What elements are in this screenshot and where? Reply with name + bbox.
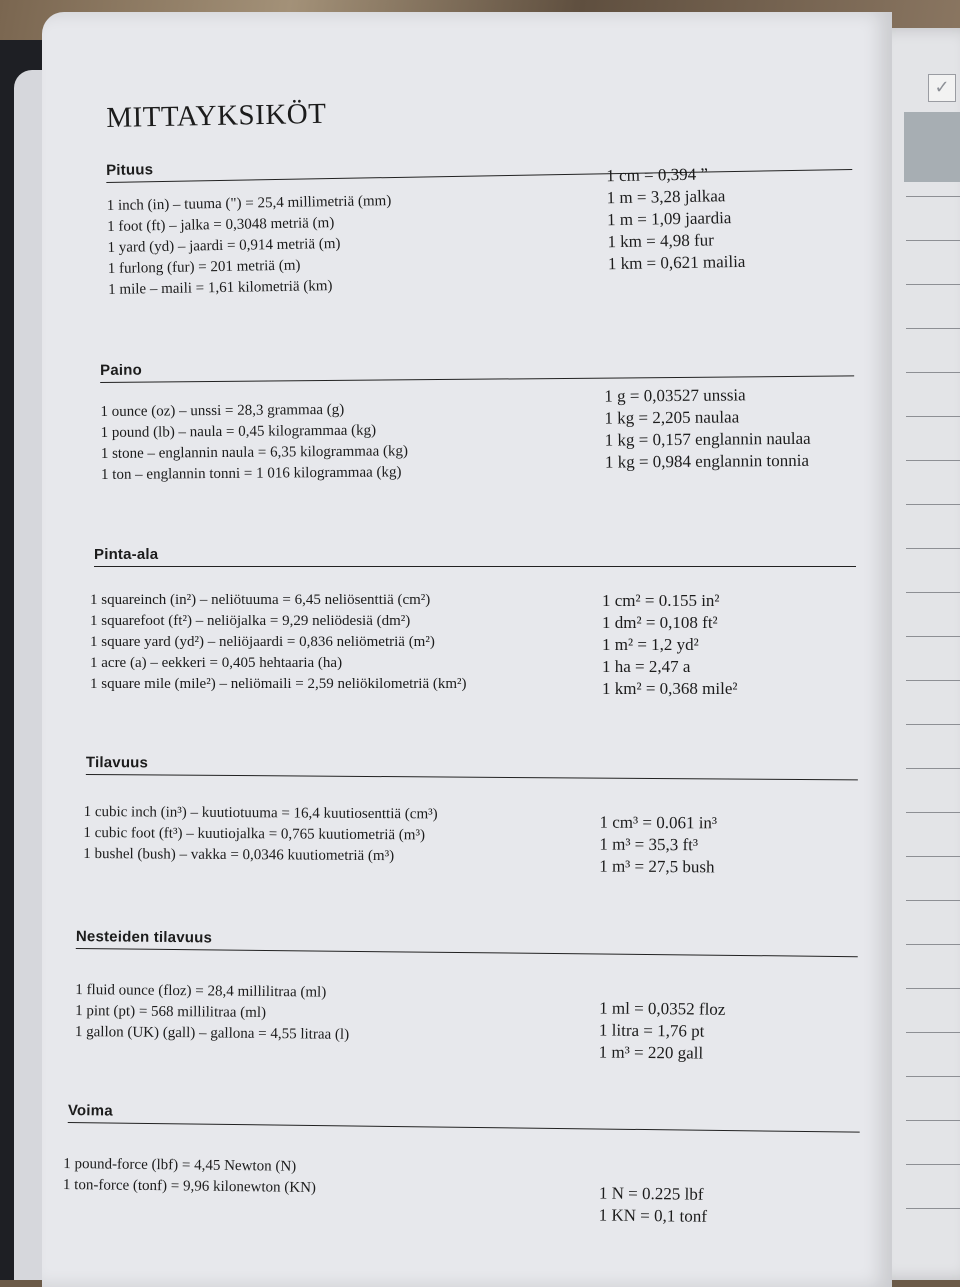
conversion-item: 1 km = 0,621 mailia (607, 251, 746, 274)
metric-list (604, 384, 811, 474)
metric-list (599, 812, 717, 879)
section-heading: Paino (100, 361, 142, 379)
conversion-item: 1 yard (yd) – jaardi = 0,914 metriä (m) (107, 235, 341, 256)
conversion-item: 1 stone – englannin naula = 6,35 kilogrammaa (kg) (100, 443, 409, 462)
conversion-item: 1 pound-force (lbf) = 4,45 Newton (N) (63, 1155, 297, 1175)
check-icon: ✓ (928, 74, 956, 102)
conversion-item: 1 furlong (fur) = 201 metriä (m) (107, 257, 301, 277)
conversion-item: 1 acre (a) – eekkeri = 0,405 hehtaaria (ha) (90, 655, 343, 671)
conversion-item: 1 pint (pt) = 568 millilitraa (ml) (75, 1002, 267, 1021)
imperial-list (100, 399, 408, 486)
conversion-item: 1 fluid ounce (floz) = 28,4 millilitraa (ml) (75, 981, 327, 1001)
conversion-item: 1 m³ = 220 gall (598, 1042, 704, 1063)
conversion-item: 1 cubic foot (ft³) – kuutiojalka = 0,765 kuutiometriä (m³) (83, 824, 426, 844)
ruled-line (906, 196, 960, 197)
section-heading: Pituus (106, 161, 154, 179)
conversion-item: 1 m³ = 35,3 ft³ (599, 834, 699, 855)
ruled-line (906, 1208, 960, 1209)
conversion-item: 1 cubic inch (in³) – kuutiotuuma = 16,4 kuutiosenttiä (cm³) (83, 803, 438, 823)
conversion-item: 1 bushel (bush) – vakka = 0,0346 kuutiometriä (m³) (83, 845, 395, 865)
conversion-item: 1 m = 1,09 jaardia (606, 208, 732, 230)
conversion-item: 1 square mile (mile²) – neliömaili = 2,59 neliökilometriä (km²) (90, 676, 467, 692)
ruled-line (906, 1076, 960, 1077)
ruled-line (906, 240, 960, 241)
section-nesteiden-tilavuus (74, 928, 726, 1063)
conversion-item: 1 cm = 0,394 ” (606, 164, 709, 186)
ruled-line (906, 548, 960, 549)
ruled-line (906, 988, 960, 989)
section-heading: Nesteiden tilavuus (75, 928, 213, 947)
conversion-item: 1 mile – maili = 1,61 kilometriä (km) (108, 278, 333, 298)
ruled-line (906, 944, 960, 945)
ruled-line (906, 724, 960, 725)
conversion-item: 1 squarefoot (ft²) – neliöjalka = 9,29 neliödesiä (dm²) (90, 613, 411, 629)
section-heading: Pinta-ala (94, 546, 159, 563)
ruled-line (906, 592, 960, 593)
section-heading: Tilavuus (85, 754, 149, 772)
imperial-list (90, 590, 467, 695)
imperial-list (83, 802, 437, 867)
conversion-item: 1 ml = 0,0352 floz (599, 998, 726, 1019)
metric-list (599, 997, 726, 1064)
conversion-item: 1 m = 3,28 jalkaa (606, 186, 726, 208)
conversion-item: 1 ton – englannin tonni = 1 016 kilogrammaa (kg) (100, 464, 402, 483)
metric-list (606, 163, 745, 275)
section-tilavuus (83, 754, 718, 877)
imperial-list (75, 980, 350, 1046)
ruled-line (906, 812, 960, 813)
gray-block (904, 112, 960, 182)
metric-list (599, 1182, 708, 1227)
ruled-line (906, 636, 960, 637)
ruled-line (906, 1120, 960, 1121)
ruled-line (906, 900, 960, 901)
conversion-item: 1 km² = 0,368 mile² (602, 679, 738, 698)
conversion-item: 1 dm² = 0,108 ft² (602, 613, 718, 632)
page-title: MITTAYKSIKÖT (106, 97, 327, 134)
conversion-item: 1 kg = 2,205 naulaa (604, 407, 740, 428)
conversion-item: 1 ounce (oz) – unssi = 28,3 grammaa (g) (100, 401, 345, 420)
imperial-list (63, 1154, 316, 1199)
conversion-item: 1 pound (lb) – naula = 0,45 kilogrammaa (kg) (100, 422, 377, 441)
ruled-line (906, 504, 960, 505)
section-pituus (106, 161, 746, 298)
ruled-line (906, 372, 960, 373)
imperial-list (107, 191, 393, 301)
ruled-line (906, 328, 960, 329)
ruled-line (906, 1164, 960, 1165)
ruled-line (906, 768, 960, 769)
conversion-item: 1 km = 4,98 fur (607, 230, 715, 252)
section-divider (94, 566, 856, 567)
metric-list (602, 590, 737, 700)
ruled-line (906, 416, 960, 417)
conversion-item: 1 cm² = 0.155 in² (602, 591, 720, 610)
conversion-item: 1 square yard (yd²) – neliöjaardi = 0,836 neliömetriä (m²) (90, 634, 435, 650)
section-pinta-ala (90, 546, 738, 698)
conversion-item: 1 g = 0,03527 unssia (604, 385, 746, 406)
ruled-line (906, 284, 960, 285)
ruled-line (906, 680, 960, 681)
conversion-item: 1 ton-force (tonf) = 9,96 kilonewton (KN) (62, 1176, 317, 1197)
conversion-item: 1 m³ = 27,5 bush (599, 856, 715, 877)
conversion-item: 1 m² = 1,2 yd² (602, 635, 699, 654)
conversion-item: 1 cm³ = 0.061 in³ (599, 812, 718, 833)
section-heading: Voima (67, 1102, 113, 1120)
ruled-line (906, 1032, 960, 1033)
conversion-item: 1 ha = 2,47 a (602, 657, 691, 676)
ruled-line (906, 460, 960, 461)
conversion-item: 1 KN = 0,1 tonf (598, 1205, 708, 1226)
conversion-item: 1 kg = 0,984 englannin tonnia (604, 450, 810, 472)
conversion-item: 1 kg = 0,157 englannin naulaa (604, 428, 811, 450)
section-voima (62, 1102, 708, 1226)
conversion-item: 1 N = 0.225 lbf (598, 1183, 704, 1204)
section-paino (100, 361, 811, 483)
conversion-item: 1 gallon (UK) (gall) – gallona = 4,55 litraa (l) (74, 1023, 350, 1043)
ruled-line (906, 856, 960, 857)
conversion-item: 1 squareinch (in²) – neliötuuma = 6,45 neliösenttiä (cm²) (90, 592, 431, 608)
conversion-item: 1 litra = 1,76 pt (598, 1020, 705, 1041)
conversion-item: 1 inch (in) – tuuma (") = 25,4 millimetriä (mm) (106, 193, 392, 214)
conversion-item: 1 foot (ft) – jalka = 0,3048 metriä (m) (106, 215, 335, 235)
